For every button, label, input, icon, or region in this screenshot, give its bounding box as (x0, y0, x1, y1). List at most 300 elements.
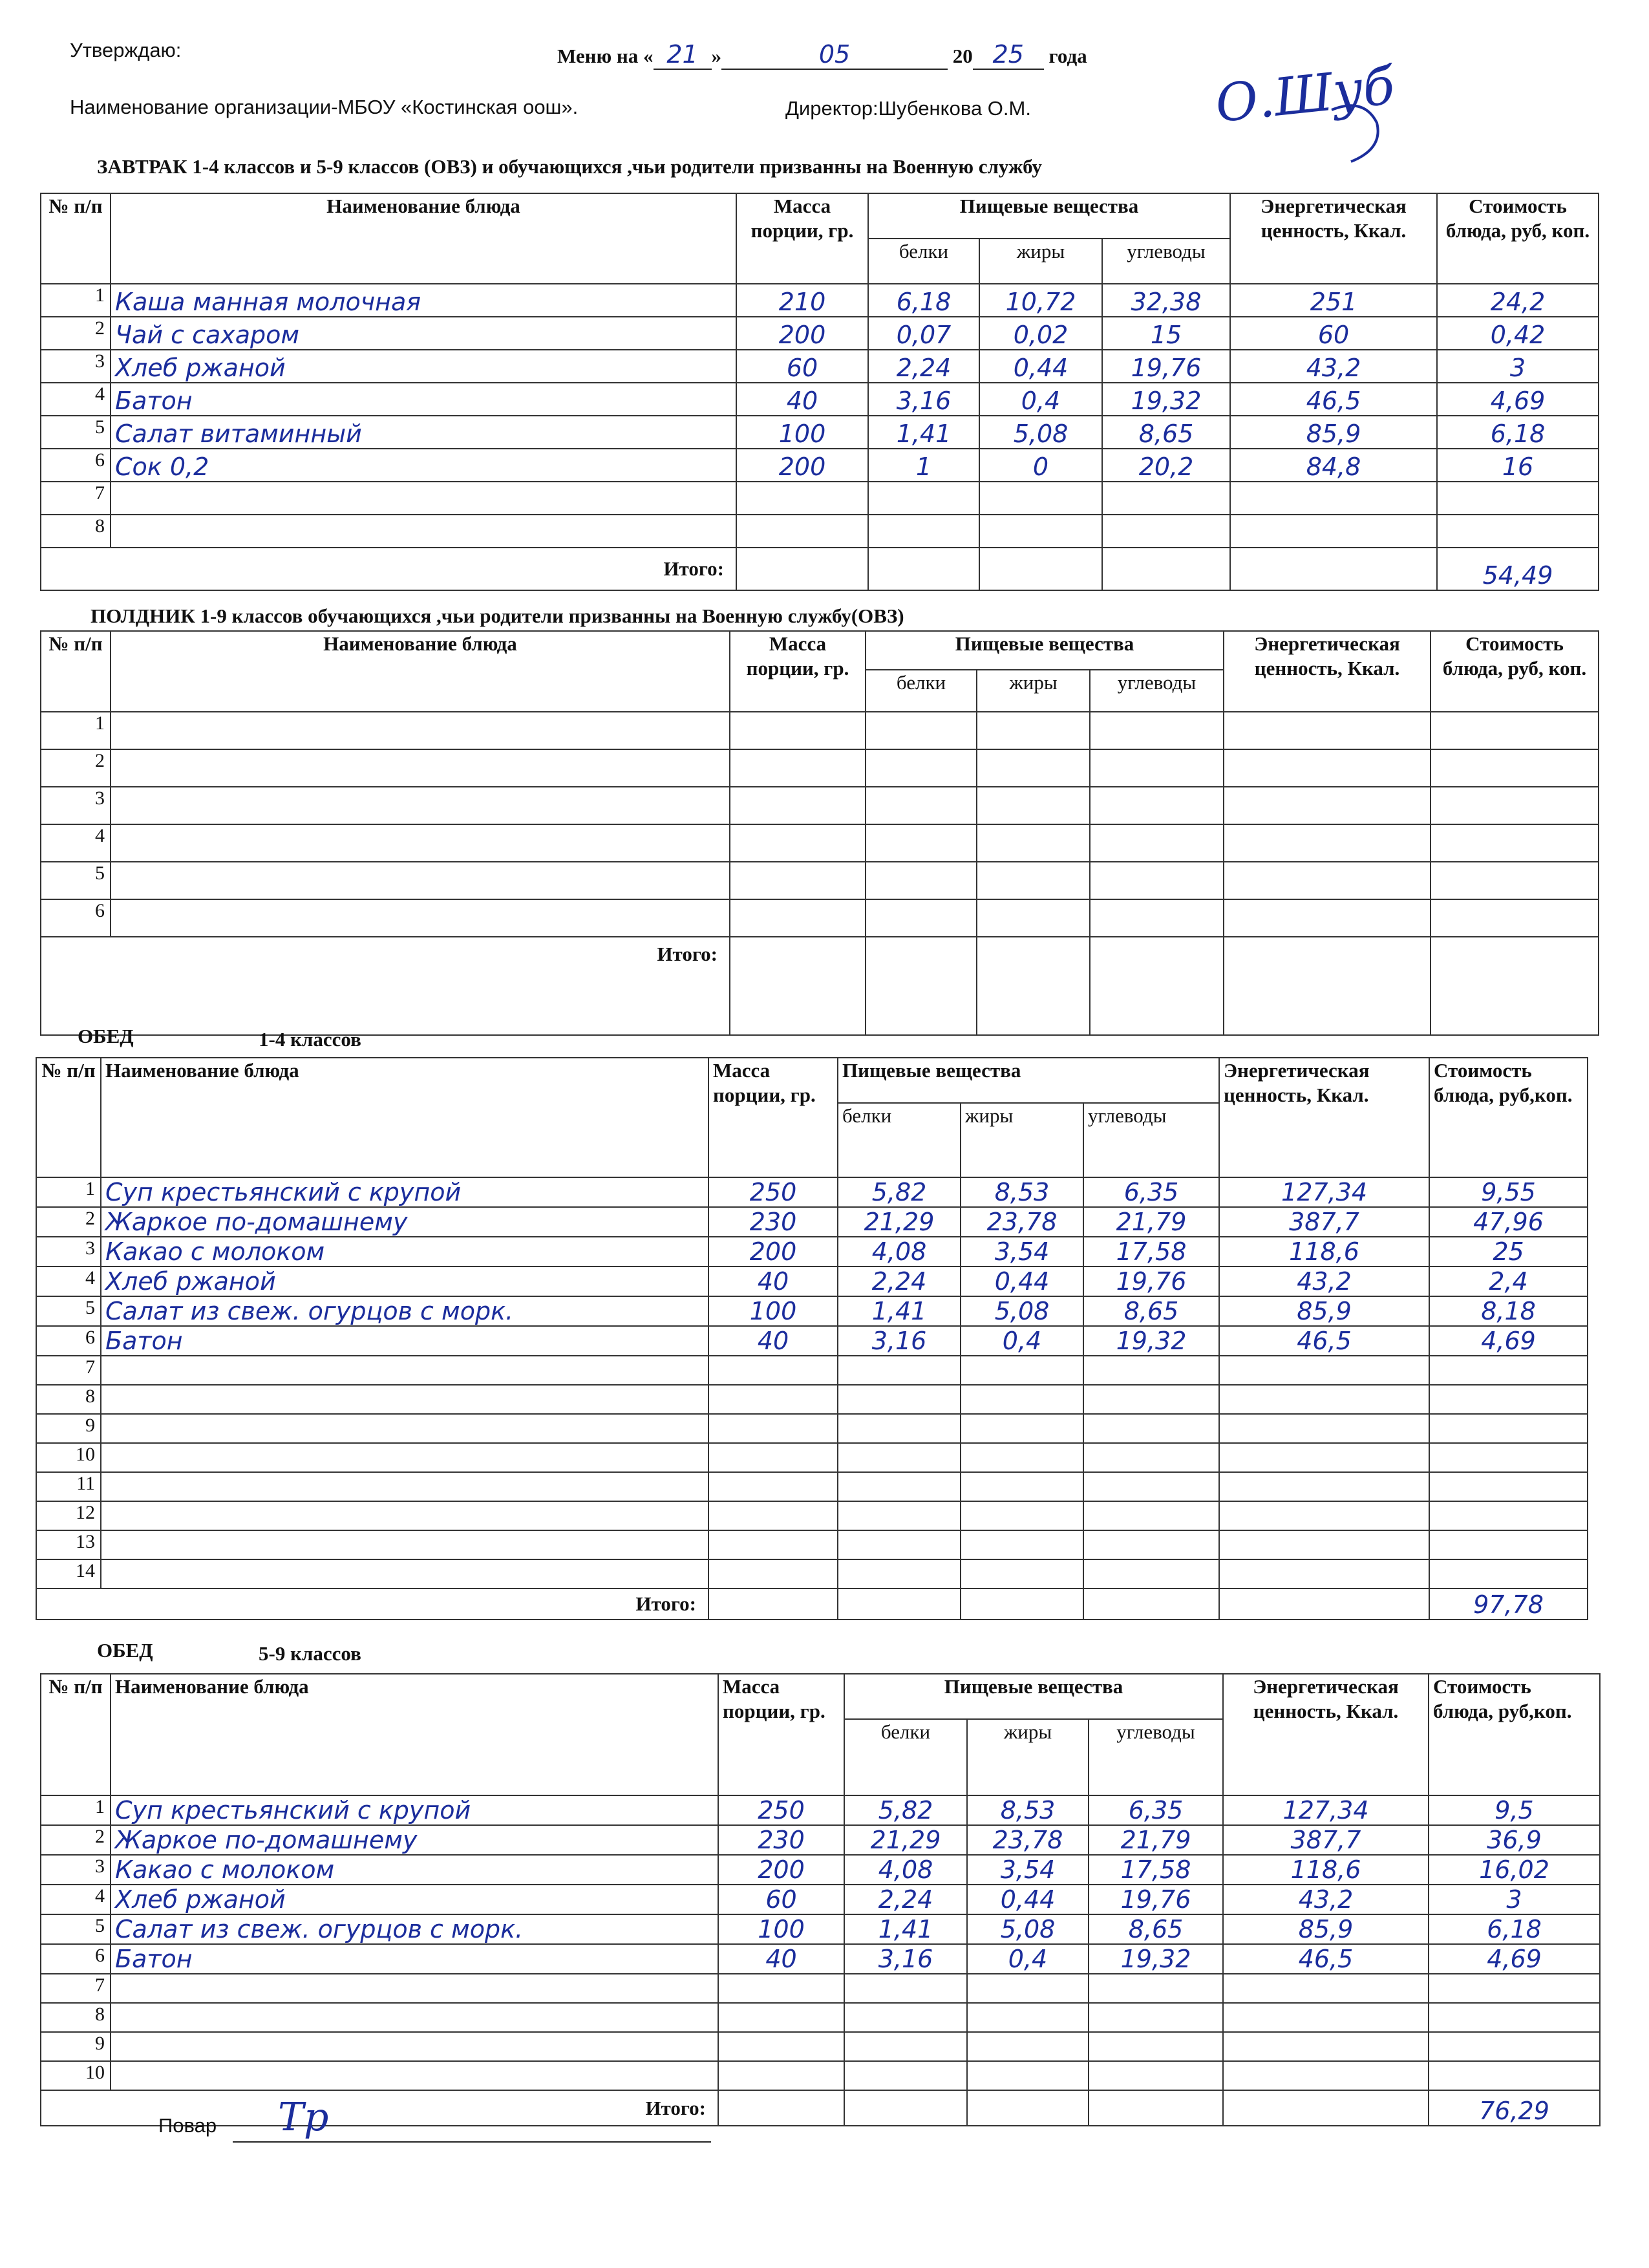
dish-mass (708, 1356, 838, 1385)
empty-cell (730, 749, 866, 787)
dish-proteins: 1,41 (838, 1296, 961, 1326)
dish-energy: 118,6 (1223, 1855, 1429, 1885)
dish-fats: 0,4 (979, 383, 1102, 416)
dish-cost: 24,2 (1437, 284, 1599, 317)
empty-cell (111, 787, 730, 824)
total-label: Итого: (41, 937, 730, 1035)
col-proteins: белки (866, 670, 977, 712)
dish-fats: 0,44 (979, 350, 1102, 383)
dish-energy (1219, 1443, 1429, 1472)
open-quote: « (643, 45, 654, 67)
dish-name (101, 1414, 708, 1443)
menu-year: 25 (973, 40, 1044, 70)
empty-cell (1090, 712, 1224, 749)
lunch-1-4-total-row (36, 1589, 1588, 1620)
empty-cell (977, 824, 1090, 862)
dish-cost (1429, 1472, 1588, 1501)
empty-cell (977, 899, 1090, 937)
dish-cost: 16,02 (1429, 1855, 1600, 1885)
row-number: 6 (41, 1944, 111, 1974)
dish-mass: 230 (718, 1825, 844, 1855)
row-number: 6 (41, 449, 111, 482)
empty-cell (1431, 712, 1599, 749)
table-row (36, 1237, 1588, 1267)
dish-energy (1223, 1974, 1429, 2003)
dish-energy: 46,5 (1223, 1944, 1429, 1974)
table-row (41, 1944, 1600, 1974)
dish-proteins: 21,29 (844, 1825, 967, 1855)
menu-prefix: Меню на (557, 45, 639, 67)
col-carbs: углеводы (1090, 670, 1224, 712)
dish-carbs (1083, 1559, 1219, 1589)
dish-carbs: 19,32 (1089, 1944, 1223, 1974)
dish-mass: 40 (718, 1944, 844, 1974)
dish-name: Хлеб ржаной (101, 1267, 708, 1296)
dish-name: Какао с молоком (111, 1855, 718, 1885)
empty-cell (977, 862, 1090, 899)
dish-mass: 60 (736, 350, 868, 383)
dish-energy: 43,2 (1219, 1267, 1429, 1296)
empty-cell (730, 824, 866, 862)
empty-cell (977, 712, 1090, 749)
row-number: 8 (36, 1385, 101, 1414)
dish-energy: 387,7 (1223, 1825, 1429, 1855)
dish-fats (961, 1559, 1083, 1589)
dish-proteins (844, 2061, 967, 2090)
dish-fats (961, 1414, 1083, 1443)
dish-energy (1223, 2003, 1429, 2032)
lunch-1-4-total: 97,78 (1429, 1589, 1588, 1620)
dish-name: Чай с сахаром (111, 317, 736, 350)
total-label: Итого: (36, 1589, 708, 1620)
col-num: № п/п (41, 631, 111, 712)
dish-name (101, 1559, 708, 1589)
dish-fats: 5,08 (961, 1296, 1083, 1326)
dish-proteins: 4,08 (838, 1237, 961, 1267)
dish-mass (708, 1501, 838, 1530)
dish-name: Салат из свеж. огурцов с морк. (111, 1914, 718, 1944)
dish-mass (718, 2032, 844, 2061)
dish-mass (718, 1974, 844, 2003)
dish-name: Каша манная молочная (111, 284, 736, 317)
row-number: 3 (41, 1855, 111, 1885)
dish-proteins (838, 1559, 961, 1589)
empty-cell (730, 862, 866, 899)
dish-energy (1219, 1356, 1429, 1385)
dish-energy (1219, 1472, 1429, 1501)
dish-carbs (1102, 515, 1230, 548)
lunch-5-9-table (40, 1673, 1601, 2126)
dish-energy: 127,34 (1219, 1177, 1429, 1207)
dish-cost (1429, 1385, 1588, 1414)
dish-cost: 4,69 (1437, 383, 1599, 416)
dish-carbs: 8,65 (1102, 416, 1230, 449)
dish-proteins (868, 482, 979, 515)
dish-fats (961, 1501, 1083, 1530)
dish-carbs: 6,35 (1083, 1177, 1219, 1207)
dish-proteins: 5,82 (838, 1177, 961, 1207)
lunch-5-9-subtitle: 5-9 классов (259, 1642, 361, 1665)
table-row (41, 350, 1599, 383)
col-proteins: белки (838, 1103, 961, 1177)
dish-proteins: 3,16 (838, 1326, 961, 1356)
dish-name (111, 2061, 718, 2090)
dish-cost: 3 (1429, 1885, 1600, 1914)
dish-mass: 100 (718, 1914, 844, 1944)
table-row (41, 449, 1599, 482)
row-number: 2 (41, 749, 111, 787)
dish-name: Суп крестьянский с крупой (111, 1795, 718, 1825)
dish-carbs: 17,58 (1089, 1855, 1223, 1885)
table-row (41, 899, 1599, 937)
col-nutrients: Пищевые вещества (868, 193, 1230, 239)
col-num: № п/п (36, 1058, 101, 1177)
cook-signature: Тр (278, 2095, 329, 2140)
table-row (36, 1530, 1588, 1559)
dish-mass: 200 (718, 1855, 844, 1885)
dish-mass: 100 (708, 1296, 838, 1326)
row-number: 2 (41, 317, 111, 350)
dish-fats: 8,53 (967, 1795, 1089, 1825)
table-row (41, 515, 1599, 548)
col-energy: Энергетическая ценность, Ккал. (1219, 1058, 1429, 1177)
empty-cell (1224, 749, 1431, 787)
row-number: 13 (36, 1530, 101, 1559)
col-fats: жиры (977, 670, 1090, 712)
dish-energy (1219, 1385, 1429, 1414)
dish-carbs (1083, 1414, 1219, 1443)
dish-cost: 6,18 (1429, 1914, 1600, 1944)
dish-mass: 40 (736, 383, 868, 416)
table-row (36, 1443, 1588, 1472)
empty-cell (1224, 899, 1431, 937)
col-proteins: белки (868, 239, 979, 284)
dish-cost (1437, 515, 1599, 548)
dish-energy (1230, 482, 1437, 515)
menu-date-line (557, 40, 1087, 70)
breakfast-total-row (41, 548, 1599, 590)
row-number: 9 (36, 1414, 101, 1443)
dish-proteins (838, 1472, 961, 1501)
dish-cost (1429, 1414, 1588, 1443)
row-number: 7 (41, 482, 111, 515)
dish-fats: 0,44 (967, 1885, 1089, 1914)
col-mass: Масса порции, гр. (730, 631, 866, 712)
empty-cell (1431, 899, 1599, 937)
dish-mass (708, 1414, 838, 1443)
dish-mass (708, 1472, 838, 1501)
dish-carbs (1083, 1356, 1219, 1385)
row-number: 6 (41, 899, 111, 937)
dish-name: Салат из свеж. огурцов с морк. (101, 1296, 708, 1326)
dish-mass: 230 (708, 1207, 838, 1237)
dish-carbs: 15 (1102, 317, 1230, 350)
dish-cost: 8,18 (1429, 1296, 1588, 1326)
dish-fats: 23,78 (961, 1207, 1083, 1237)
empty-cell (866, 862, 977, 899)
dish-fats (961, 1472, 1083, 1501)
dish-energy: 43,2 (1230, 350, 1437, 383)
dish-carbs (1083, 1501, 1219, 1530)
dish-energy: 84,8 (1230, 449, 1437, 482)
dish-fats: 0,02 (979, 317, 1102, 350)
dish-fats (961, 1530, 1083, 1559)
empty-cell (111, 749, 730, 787)
table-row (41, 787, 1599, 824)
dish-mass (718, 2061, 844, 2090)
dish-proteins: 3,16 (844, 1944, 967, 1974)
col-dish: Наименование блюда (111, 631, 730, 712)
dish-carbs (1102, 482, 1230, 515)
dish-proteins (844, 1974, 967, 2003)
empty-cell (977, 749, 1090, 787)
dish-proteins: 6,18 (868, 284, 979, 317)
dish-carbs: 17,58 (1083, 1237, 1219, 1267)
row-number: 14 (36, 1559, 101, 1589)
col-energy: Энергетическая ценность, Ккал. (1224, 631, 1431, 712)
table-row (36, 1356, 1588, 1385)
dish-energy: 46,5 (1230, 383, 1437, 416)
dish-energy (1223, 2032, 1429, 2061)
breakfast-total: 54,49 (1437, 548, 1599, 590)
empty-cell (111, 862, 730, 899)
dish-carbs: 21,79 (1083, 1207, 1219, 1237)
lunch-1-4-subtitle: 1-4 классов (259, 1028, 361, 1051)
dish-energy: 60 (1230, 317, 1437, 350)
dish-proteins: 0,07 (868, 317, 979, 350)
col-dish: Наименование блюда (101, 1058, 708, 1177)
empty-cell (1431, 862, 1599, 899)
row-number: 5 (41, 862, 111, 899)
dish-cost (1429, 2003, 1600, 2032)
dish-fats (979, 482, 1102, 515)
dish-cost: 6,18 (1437, 416, 1599, 449)
table-row (41, 2032, 1600, 2061)
dish-name (111, 2032, 718, 2061)
cook-signature-line (233, 2141, 711, 2143)
table-row (36, 1385, 1588, 1414)
col-nutrients: Пищевые вещества (838, 1058, 1219, 1103)
row-number: 4 (41, 383, 111, 416)
dish-energy: 85,9 (1230, 416, 1437, 449)
lunch-5-9-total: 76,29 (1429, 2090, 1600, 2126)
table-row (41, 712, 1599, 749)
dish-cost (1429, 1501, 1588, 1530)
dish-mass: 250 (708, 1177, 838, 1207)
table-row (41, 2003, 1600, 2032)
dish-carbs: 8,65 (1089, 1914, 1223, 1944)
col-energy: Энергетическая ценность, Ккал. (1223, 1674, 1429, 1795)
dish-fats (967, 1974, 1089, 2003)
empty-cell (730, 712, 866, 749)
dish-mass: 200 (736, 317, 868, 350)
col-fats: жиры (961, 1103, 1083, 1177)
dish-cost (1429, 1559, 1588, 1589)
row-number: 8 (41, 515, 111, 548)
empty-cell (977, 787, 1090, 824)
lunch-1-4-title: ОБЕД (78, 1025, 134, 1047)
dish-proteins: 2,24 (838, 1267, 961, 1296)
row-number: 10 (36, 1443, 101, 1472)
dish-energy: 387,7 (1219, 1207, 1429, 1237)
dish-energy: 85,9 (1223, 1914, 1429, 1944)
empty-cell (866, 787, 977, 824)
dish-name (111, 515, 736, 548)
menu-day: 21 (654, 40, 712, 70)
dish-fats: 0,4 (961, 1326, 1083, 1356)
dish-proteins (844, 2003, 967, 2032)
total-label: Итого: (41, 2090, 718, 2126)
col-nutrients: Пищевые вещества (844, 1674, 1223, 1719)
table-row (36, 1296, 1588, 1326)
dish-fats (967, 2061, 1089, 2090)
dish-mass: 200 (708, 1237, 838, 1267)
col-mass: Масса порции, гр. (708, 1058, 838, 1177)
dish-name: Суп крестьянский с крупой (101, 1177, 708, 1207)
row-number: 5 (41, 416, 111, 449)
dish-carbs (1083, 1443, 1219, 1472)
dish-name (101, 1501, 708, 1530)
dish-name: Хлеб ржаной (111, 1885, 718, 1914)
row-number: 5 (41, 1914, 111, 1944)
empty-cell (1090, 899, 1224, 937)
dish-energy: 43,2 (1223, 1885, 1429, 1914)
dish-fats: 10,72 (979, 284, 1102, 317)
snack-total (1431, 937, 1599, 1035)
dish-fats (961, 1443, 1083, 1472)
col-dish: Наименование блюда (111, 193, 736, 284)
row-number: 7 (36, 1356, 101, 1385)
total-label: Итого: (41, 548, 736, 590)
dish-cost: 25 (1429, 1237, 1588, 1267)
dish-mass: 100 (736, 416, 868, 449)
dish-cost (1429, 1530, 1588, 1559)
empty-cell (111, 899, 730, 937)
dish-carbs (1089, 2061, 1223, 2090)
dish-fats: 5,08 (967, 1914, 1089, 1944)
dish-energy (1230, 515, 1437, 548)
table-row (41, 1855, 1600, 1885)
dish-carbs: 20,2 (1102, 449, 1230, 482)
table-row (36, 1501, 1588, 1530)
empty-cell (111, 712, 730, 749)
dish-mass (736, 482, 868, 515)
row-number: 2 (41, 1825, 111, 1855)
dish-name: Салат витаминный (111, 416, 736, 449)
dish-proteins (838, 1414, 961, 1443)
dish-cost (1429, 2061, 1600, 2090)
dish-mass: 210 (736, 284, 868, 317)
dish-carbs (1083, 1530, 1219, 1559)
dish-cost: 16 (1437, 449, 1599, 482)
table-row (41, 1914, 1600, 1944)
dish-mass (708, 1443, 838, 1472)
dish-name (111, 2003, 718, 2032)
empty-cell (730, 899, 866, 937)
empty-cell (1224, 787, 1431, 824)
director-name: Директор:Шубенкова О.М. (785, 97, 1031, 120)
row-number: 5 (36, 1296, 101, 1326)
dish-carbs (1083, 1385, 1219, 1414)
dish-proteins (838, 1530, 961, 1559)
dish-energy: 85,9 (1219, 1296, 1429, 1326)
dish-proteins: 4,08 (844, 1855, 967, 1885)
dish-carbs: 21,79 (1089, 1825, 1223, 1855)
dish-proteins (838, 1501, 961, 1530)
table-row (41, 482, 1599, 515)
dish-energy (1219, 1530, 1429, 1559)
row-number: 4 (41, 1885, 111, 1914)
dish-name (101, 1472, 708, 1501)
dish-mass (708, 1530, 838, 1559)
dish-cost: 9,5 (1429, 1795, 1600, 1825)
row-number: 1 (36, 1177, 101, 1207)
dish-name: Батон (111, 383, 736, 416)
dish-proteins: 1,41 (844, 1914, 967, 1944)
dish-energy (1219, 1559, 1429, 1589)
dish-energy: 118,6 (1219, 1237, 1429, 1267)
lunch-5-9-total-row (41, 2090, 1600, 2126)
dish-cost (1429, 1443, 1588, 1472)
empty-cell (1224, 712, 1431, 749)
dish-name (101, 1356, 708, 1385)
table-row (41, 1825, 1600, 1855)
dish-cost: 4,69 (1429, 1326, 1588, 1356)
dish-carbs: 32,38 (1102, 284, 1230, 317)
dish-mass: 40 (708, 1267, 838, 1296)
breakfast-table (40, 193, 1599, 591)
dish-proteins (844, 2032, 967, 2061)
empty-cell (1090, 824, 1224, 862)
empty-cell (1090, 862, 1224, 899)
dish-cost: 9,55 (1429, 1177, 1588, 1207)
director-signature: О.Шуб (1212, 55, 1398, 134)
dish-mass: 40 (708, 1326, 838, 1356)
dish-proteins: 2,24 (868, 350, 979, 383)
dish-name: Батон (101, 1326, 708, 1356)
dish-name (101, 1530, 708, 1559)
dish-fats (967, 2032, 1089, 2061)
dish-name (101, 1385, 708, 1414)
dish-fats: 5,08 (979, 416, 1102, 449)
dish-cost (1437, 482, 1599, 515)
row-number: 8 (41, 2003, 111, 2032)
dish-name: Батон (111, 1944, 718, 1974)
menu-month: 05 (721, 40, 948, 70)
table-row (41, 317, 1599, 350)
dish-fats (967, 2003, 1089, 2032)
snack-total-row (41, 937, 1599, 1035)
dish-mass: 60 (718, 1885, 844, 1914)
empty-cell (1431, 787, 1599, 824)
dish-fats: 0,4 (967, 1944, 1089, 1974)
dish-mass (708, 1385, 838, 1414)
dish-carbs: 19,32 (1102, 383, 1230, 416)
close-quote: » (711, 45, 722, 67)
dish-cost: 2,4 (1429, 1267, 1588, 1296)
col-mass: Масса порции, гр. (718, 1674, 844, 1795)
table-row (41, 749, 1599, 787)
row-number: 3 (41, 787, 111, 824)
empty-cell (1090, 787, 1224, 824)
col-energy: Энергетическая ценность, Ккал. (1230, 193, 1437, 284)
table-row (36, 1559, 1588, 1589)
empty-cell (1224, 862, 1431, 899)
breakfast-title: ЗАВТРАК 1-4 классов и 5-9 классов (ОВЗ) и обучающихся ,чьи родители призванны на Военную службу (97, 155, 1042, 178)
dish-proteins: 5,82 (844, 1795, 967, 1825)
dish-proteins: 2,24 (844, 1885, 967, 1914)
dish-carbs: 19,32 (1083, 1326, 1219, 1356)
